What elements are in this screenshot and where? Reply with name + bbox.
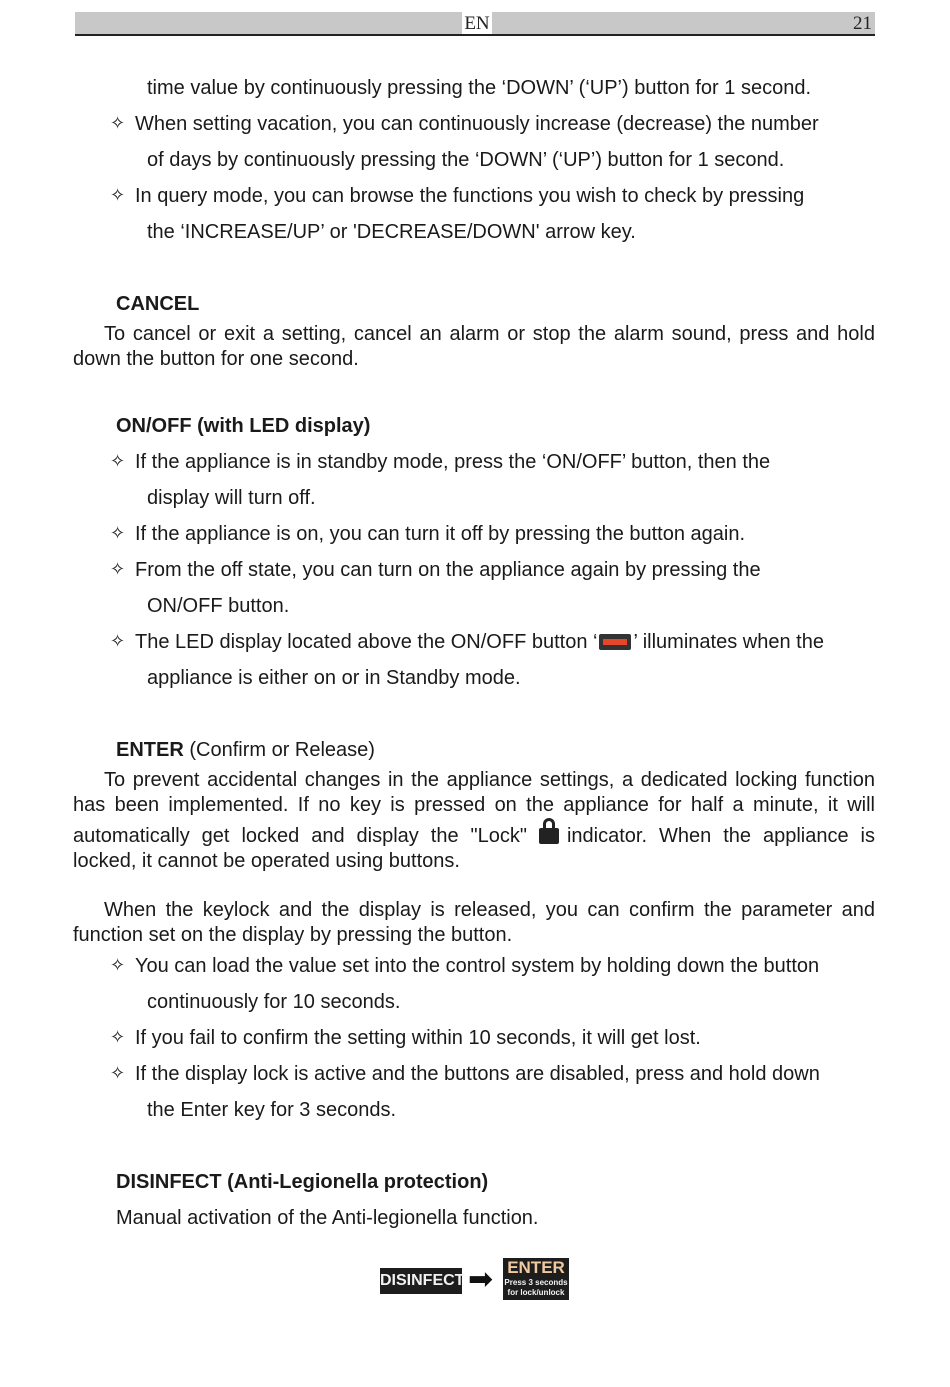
onoff-bullet1: ✧ If the appliance is in standby mode, press the ‘ON/OFF’ button, then the: [73, 444, 875, 480]
intro-bullet2: ✧ In query mode, you can browse the functions you wish to check by pressing: [73, 178, 875, 214]
enter-bullet3-cont: the Enter key for 3 seconds.: [147, 1099, 397, 1121]
cancel-text: To cancel or exit a setting, cancel an alarm or stop the alarm sound, press and hold down the button for one second.: [73, 323, 875, 370]
disinfect-text: Manual activation of the Anti-legionella function.: [116, 1207, 539, 1229]
enter-heading: ENTER (Confirm or Release): [116, 739, 375, 761]
onoff-bullet4: ✧ The LED display located above the ON/OFF button ‘ ’ illuminates when the: [73, 624, 875, 660]
intro-bullet2-cont: the ‘INCREASE/UP’ or 'DECREASE/DOWN' arrow key.: [147, 221, 636, 243]
page-number: 21: [853, 13, 872, 34]
enter-bullet1: ✧ You can load the value set into the control system by holding down the button: [73, 948, 875, 984]
intro-bullet1: ✧ When setting vacation, you can continuously increase (decrease) the number: [73, 106, 875, 142]
star-bullet-icon: ✧: [110, 1063, 126, 1084]
enter-paragraph2: When the keylock and the display is released, you can confirm the parameter and function set on the display by pressing the button.: [73, 899, 875, 946]
onoff-bullet3: ✧ From the off state, you can turn on the appliance again by pressing the: [73, 552, 875, 588]
onoff-heading: ON/OFF (with LED display): [116, 415, 371, 437]
star-bullet-icon: ✧: [110, 113, 126, 134]
enter-bullet3: ✧ If the display lock is active and the buttons are disabled, press and hold down: [73, 1056, 875, 1092]
star-bullet-icon: ✧: [110, 451, 126, 472]
enter-button-icon: ENTER Press 3 seconds for lock/unlock: [503, 1258, 569, 1300]
disinfect-button-icon: DISINFECT: [380, 1268, 462, 1294]
header-language: EN: [462, 12, 492, 34]
page-content: [73, 70, 875, 1236]
led-display-icon: [599, 634, 631, 650]
onoff-bullet2: ✧ If the appliance is on, you can turn it off by pressing the button again.: [73, 516, 875, 552]
star-bullet-icon: ✧: [110, 1027, 126, 1048]
star-bullet-icon: ✧: [110, 955, 126, 976]
enter-bullet1-cont: continuously for 10 seconds.: [147, 991, 401, 1013]
enter-bullet2: ✧ If you fail to confirm the setting within 10 seconds, it will get lost.: [73, 1020, 875, 1056]
intro-bullet0-cont: time value by continuously pressing the ‘DOWN’ (‘UP’) button for 1 second.: [147, 77, 811, 99]
disinfect-heading: DISINFECT (Anti-Legionella protection): [116, 1171, 489, 1193]
right-arrow-icon: ➡: [468, 1263, 494, 1296]
cancel-heading: CANCEL: [116, 293, 200, 315]
star-bullet-icon: ✧: [110, 523, 126, 544]
lock-icon: [539, 818, 559, 844]
star-bullet-icon: ✧: [110, 559, 126, 580]
star-bullet-icon: ✧: [110, 631, 126, 652]
enter-paragraph1: To prevent accidental changes in the appliance settings, a dedicated locking function has been implemented. If no key is pressed on the appliance for half a minute, it will automatically get locked and display the "Lock" indicator. When the appliance is locked, it cannot be operated using buttons.: [73, 769, 875, 872]
star-bullet-icon: ✧: [110, 185, 126, 206]
intro-bullet1-cont: of days by continuously pressing the ‘DOWN’ (‘UP’) button for 1 second.: [147, 149, 785, 171]
onoff-bullet3-cont: ON/OFF button.: [147, 595, 290, 617]
onoff-bullet4-cont: appliance is either on or in Standby mode.: [147, 667, 521, 689]
onoff-bullet1-cont: display will turn off.: [147, 487, 316, 509]
